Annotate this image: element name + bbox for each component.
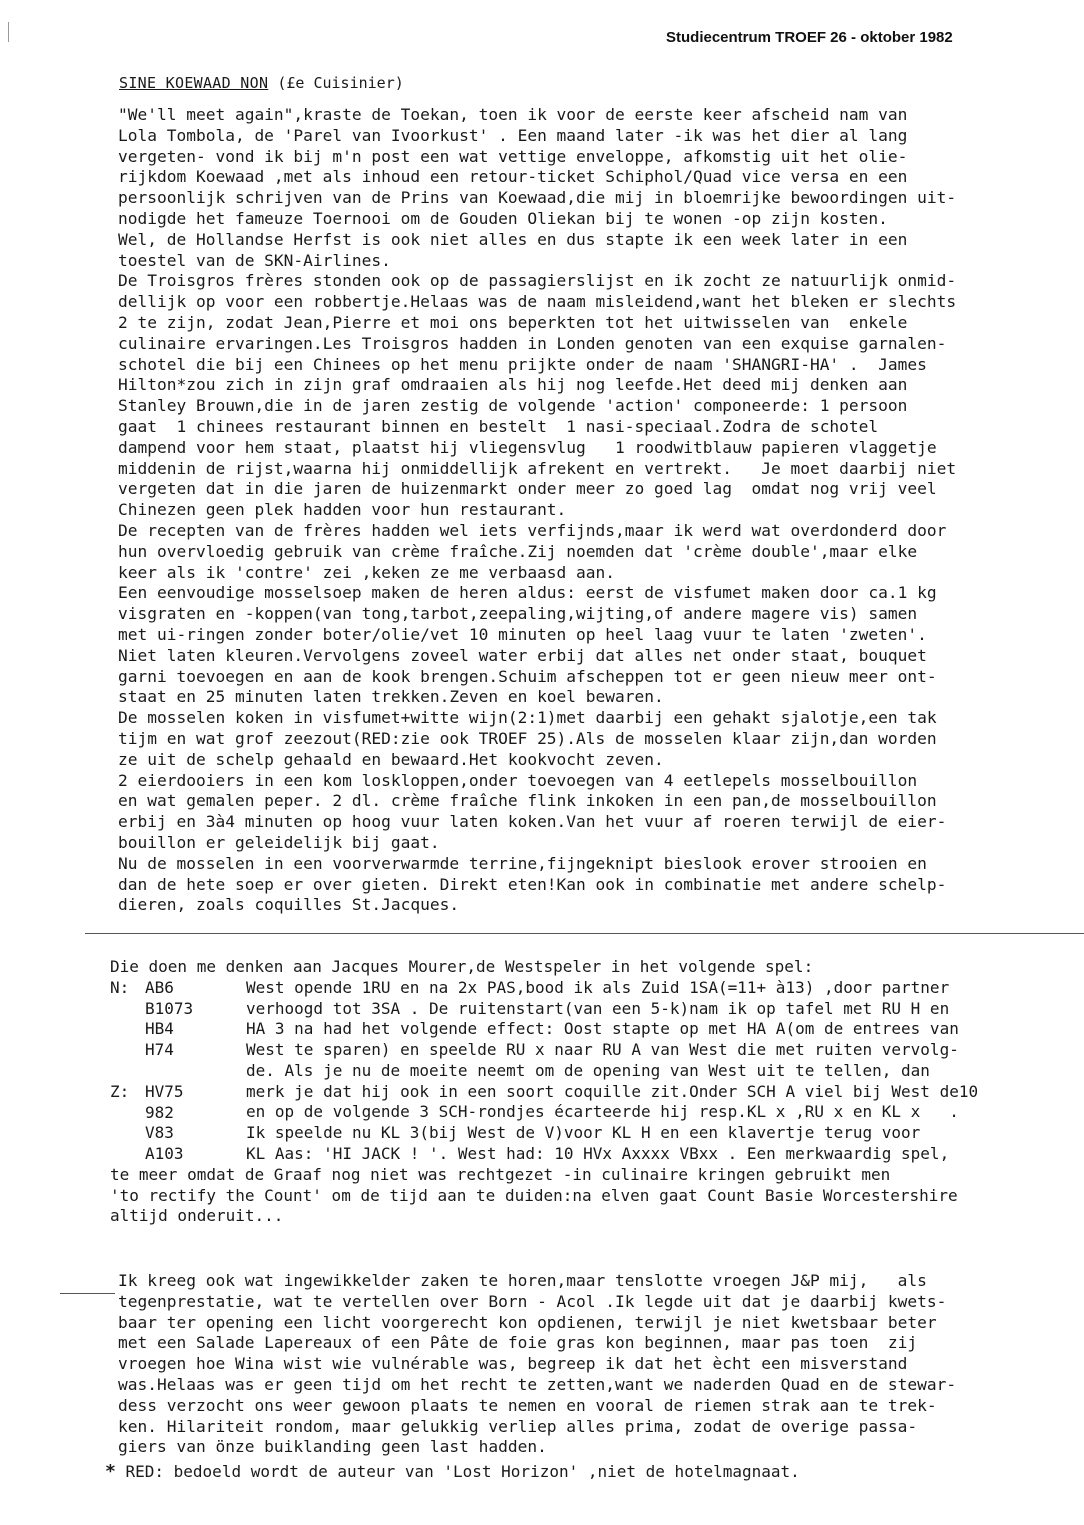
text-line: tijm en wat grof zeezout(RED:zie ook TROEF 25).Als de mosselen klaar zijn,dan worden bbox=[118, 729, 937, 748]
text-line: tegenprestatie, wat te vertellen over Born - Acol .Ik legde uit dat je daarbij kwets- bbox=[118, 1291, 947, 1311]
text-line: bouillon er geleidelijk bij gaat. bbox=[118, 833, 440, 852]
text-line: 'to rectify the Count' om de tijd aan te duiden:na elven gaat Count Basie Worcestershire bbox=[110, 1185, 958, 1205]
hand-suit: B1073 bbox=[145, 998, 194, 1018]
text-line: dieren, zoals coquilles St.Jacques. bbox=[118, 895, 460, 915]
text-line: West te sparen) en speelde RU x naar RU A van West die met ruiten vervolg- bbox=[246, 1040, 959, 1060]
text-line: vergeten dat in die jaren de huizenmarkt onder meer zo goed lag omdat nog vrij veel bbox=[118, 479, 937, 499]
text-line: "We'll meet again",kraste de Toekan, toen ik voor de eerste keer afscheid nam van bbox=[118, 105, 908, 124]
text-line: dellijk op voor een robbertje.Helaas was de naam misleidend,want het bleken er slechts bbox=[118, 292, 957, 312]
text-line: erbij en 3à4 minuten op hoog vuur laten koken.Van het vuur af roeren terwijl de eier- bbox=[118, 812, 947, 832]
text-line: Niet laten kleuren.Vervolgens zoveel water erbij dat alles net onder staat, bouquet bbox=[118, 645, 927, 665]
text-line: merk je dat hij ook in een soort coquille zit.Onder SCH A viel bij West de10 bbox=[246, 1081, 979, 1101]
text-line: en wat gemalen peper. 2 dl. crème fraîche flink inkoken in een pan,de mosselbouillon bbox=[118, 791, 937, 811]
text-line: Hilton*zou zich in zijn graf omdraaien als hij nog leefde.Het deed mij denken aan bbox=[118, 375, 908, 395]
text-line: KL Aas: 'HI JACK ! '. West had: 10 HVx Axxxx VBxx . Een merkwaardig spel, bbox=[246, 1143, 950, 1163]
footnote bbox=[105, 1461, 800, 1482]
divider-rule-2 bbox=[60, 1293, 115, 1294]
hand-suit: 982 bbox=[145, 1102, 174, 1122]
divider-rule bbox=[85, 933, 1084, 934]
hand-suit: HB4 bbox=[145, 1019, 174, 1039]
hand-suit: V83 bbox=[145, 1123, 174, 1143]
text-line: altijd onderuit... bbox=[110, 1206, 284, 1226]
text-line: was.Helaas was er geen tijd om het recht te zetten,want we naderden Quad en de stewar- bbox=[118, 1375, 957, 1394]
text-line: middenin de rijst,waarna hij onmiddellijk afrekent en vertrekt. Je moet daarbij niet bbox=[118, 458, 957, 478]
text-line: HA 3 na had het volgende effect: Oost stapte op met HA A(om de entrees van bbox=[246, 1019, 959, 1039]
text-line: culinaire ervaringen.Les Troisgros hadden in Londen genoten van een exquise garnalen- bbox=[118, 333, 947, 353]
text-line: persoonlijk schrijven van de Prins van Koewaad,die mij in bloemrijke bewoordingen uit- bbox=[118, 188, 957, 208]
text-line: toestel van de SKN-Airlines. bbox=[118, 250, 391, 270]
text-line: dampend voor hem staat, plaatst hij vliegensvlug 1 roodwitblauw papieren vlaggetje bbox=[118, 437, 937, 457]
text-line: West opende 1RU en na 2x PAS,bood ik als Zuid 1SA(=11+ à13) ,door partner bbox=[246, 978, 950, 997]
text-line: dan de hete soep er over gieten. Direkt eten!Kan ook in combinatie met andere schelp- bbox=[118, 874, 947, 894]
text-line: Ik kreeg ook wat ingewikkelder zaken te horen,maar tenslotte vroegen J&P mij, als bbox=[118, 1271, 927, 1290]
text-line: vergeten- vond ik bij m'n post een wat vettige enveloppe, afkomstig uit het olie- bbox=[118, 146, 908, 166]
text-line: ze uit de schelp gehaald en bewaard.Het kookvocht zeven. bbox=[118, 749, 664, 769]
text-line: Nu de mosselen in een voorverwarmde terrine,fijngeknipt bieslook erover strooien en bbox=[118, 853, 927, 873]
text-line: rijkdom Koewaad ,met als inhoud een retour-ticket Schiphol/Quad vice versa en een bbox=[118, 167, 908, 187]
text-line: 2 te zijn, zodat Jean,Pierre et moi ons beperkten tot het uitwisselen van enkele bbox=[118, 313, 908, 332]
bridge-intro: Die doen me denken aan Jacques Mourer,de Westspeler in het volgende spel: bbox=[110, 957, 814, 976]
title-sub: (£e Cuisinier) bbox=[277, 74, 404, 92]
text-line: dess verzocht ons weer gewoon plaats te nemen en vooral de riemen strak aan te trek- bbox=[118, 1395, 937, 1415]
text-line: staat en 25 minuten laten trekken.Zeven en koel bewaren. bbox=[118, 687, 664, 707]
south-label: Z: bbox=[110, 1082, 130, 1101]
text-line: baar ter opening een licht voorgerecht kon opdienen, terwijl je niet kwetsbaar beter bbox=[118, 1312, 937, 1332]
hand-suit: HV75 bbox=[145, 1082, 184, 1101]
text-line: Een eenvoudige mosselsoep maken de heren aldus: eerst de visfumet maken door ca.1 kg bbox=[118, 583, 937, 603]
text-line: met ui-ringen zonder boter/olie/vet 10 minuten op heel laag vuur te laten 'zweten'. bbox=[118, 625, 927, 644]
text-line: hun overvloedig gebruik van crème fraîche.Zij noemden dat 'crème double',maar elke bbox=[118, 541, 918, 561]
text-line: garni toevoegen en aan de kook brengen.Schuim afscheppen tot er geen nieuw meer ont- bbox=[118, 666, 937, 686]
article-title bbox=[119, 74, 404, 92]
text-line: Lola Tombola, de 'Parel van Ivoorkust' . Een maand later -ik was het dier al lang bbox=[118, 125, 908, 145]
text-line: en op de volgende 3 SCH-rondjes écarteerde hij resp.KL x ,RU x en KL x . bbox=[246, 1102, 959, 1122]
text-line: visgraten en -koppen(van tong,tarbot,zeepaling,wijting,of andere magere vis) samen bbox=[118, 604, 918, 624]
text-line: verhoogd tot 3SA . De ruitenstart(van een 5-k)nam ik op tafel met RU H en bbox=[246, 998, 950, 1018]
text-line: de. Als je nu de moeite neemt om de opening van West uit te tellen, dan bbox=[246, 1060, 930, 1080]
text-line: giers van önze buiklanding geen last hadden. bbox=[118, 1437, 547, 1457]
north-label: N: bbox=[110, 978, 130, 997]
text-line: De Troisgros frères stonden ook op de passagierslijst en ik zocht ze natuurlijk onmid- bbox=[118, 271, 957, 291]
text-line: Stanley Brouwn,die in de jaren zestig de volgende 'action' componeerde: 1 persoon bbox=[118, 396, 908, 416]
text-line: schotel die bij een Chinees op het menu prijkte onder de naam 'SHANGRI-HA' . James bbox=[118, 354, 927, 374]
running-head: Studiecentrum TROEF 26 - oktober 1982 bbox=[666, 29, 953, 46]
text-line: vroegen hoe Wina wist wie vulnérable was, begreep ik dat het ècht een misverstand bbox=[118, 1354, 908, 1374]
text-line: 2 eierdooiers in een kom loskloppen,onder toevoegen van 4 eetlepels mosselbouillon bbox=[118, 770, 918, 790]
text-line: Wel, de Hollandse Herfst is ook niet alles en dus stapte ik een week later in een bbox=[118, 229, 908, 249]
hand-suit: A103 bbox=[145, 1144, 184, 1164]
hand-suit: AB6 bbox=[145, 978, 174, 997]
text-line: met een Salade Lapereaux of een Pâte de foie gras kon beginnen, maar pas toen zij bbox=[118, 1333, 918, 1353]
text-line: nodigde het fameuze Toernooi om de Gouden Oliekan bij te wonen -op zijn kosten. bbox=[118, 209, 888, 228]
scan-mark bbox=[8, 22, 9, 42]
text-line: De recepten van de frères hadden wel iets verfijnds,maar ik werd wat overdonderd door bbox=[118, 521, 947, 540]
text-line: keer als ik 'contre' zei ,keken ze me verbaasd aan. bbox=[118, 562, 616, 582]
text-line: Ik speelde nu KL 3(bij West de V)voor KL H en een klavertje terug voor bbox=[246, 1122, 921, 1142]
text-line: De mosselen koken in visfumet+witte wijn(2:1)met daarbij een gehakt sjalotje,een tak bbox=[118, 708, 937, 728]
text-line: gaat 1 chinees restaurant binnen en bestelt 1 nasi-speciaal.Zodra de schotel bbox=[118, 417, 879, 436]
title-main: SINE KOEWAAD NON bbox=[119, 74, 269, 92]
text-line: te meer omdat de Graaf nog niet was rechtgezet -in culinaire kringen gebruikt men bbox=[110, 1165, 891, 1184]
footnote-marker: * bbox=[105, 1461, 116, 1482]
hand-suit: H74 bbox=[145, 1040, 174, 1060]
text-line: Chinezen geen plek hadden voor hun restaurant. bbox=[118, 500, 567, 520]
text-line: ken. Hilariteit rondom, maar gelukkig verliep alles prima, zodat de overige passa- bbox=[118, 1416, 918, 1436]
footnote-text: RED: bedoeld wordt de auteur van 'Lost Horizon' ,niet de hotelmagnaat. bbox=[125, 1462, 800, 1481]
